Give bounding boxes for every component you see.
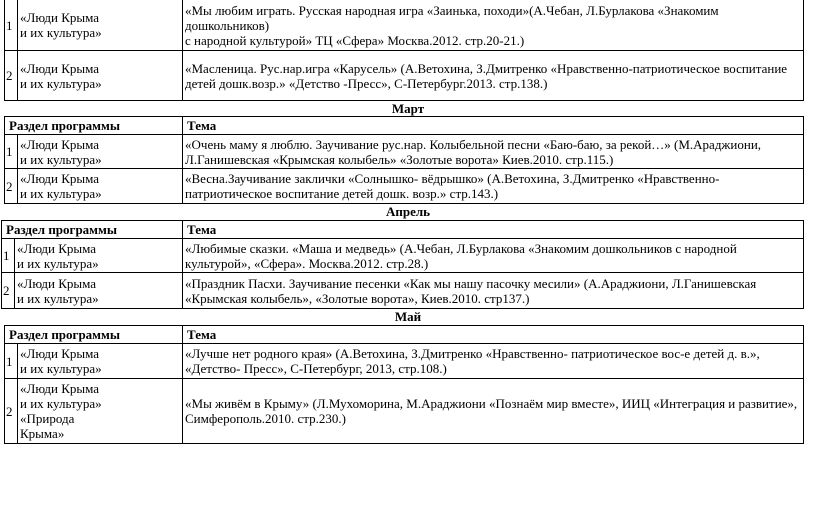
table-row [5, 379, 804, 444]
table-row [5, 135, 804, 169]
section-cell: «Люди Крыма и их культура» «Природа Крыма» [18, 379, 183, 444]
april-table [1, 220, 804, 309]
topic-cell: «Мы любим играть. Русская народная игра «Заинька, походи»(А.Чебан, Л.Бурлакова «Знакомим дошкольников) с народной культурой» ТЦ «Сфера» Москва.2012. стр.20-21.) [183, 0, 804, 51]
top-table [4, 0, 804, 101]
row-number: 1 [5, 0, 18, 51]
section-cell: «Люди Крыма и их культура» [18, 0, 183, 51]
row-number: 2 [5, 169, 18, 204]
month-title-april: Апрель [385, 204, 431, 219]
topic-cell: «Лучше нет родного края» (А.Ветохина, З.Дмитренко «Нравственно- патриотическое вос-е детей д. в.», «Детство- Пресс», С-Петербург, 2013, стр.108.) [183, 344, 804, 379]
topic-cell: «Масленица. Рус.нар.игра «Карусель» (А.Ветохина, З.Дмитренко «Нравственно-патриотическое воспитание детей дошк.возр.» «Детство -Пресс», С-Петербург.2013. стр.138.) [183, 51, 804, 101]
row-number: 2 [2, 273, 15, 309]
section-cell: «Люди Крыма и их культура» [18, 344, 183, 379]
table-row [5, 169, 804, 204]
header-row [5, 326, 804, 344]
header-topic: Тема [183, 221, 804, 239]
row-number: 2 [5, 51, 18, 101]
topic-cell: «Праздник Пасхи. Заучивание песенки «Как мы нашу пасочку месили» (А.Араджиони, Л.Ганишевская «Крымская колыбель», «Золотые ворота», Киев.2010. стр137.) [183, 273, 804, 309]
table-row [5, 0, 804, 51]
row-number: 1 [5, 135, 18, 169]
header-topic: Тема [183, 117, 804, 135]
section-cell: «Люди Крыма и их культура» [18, 169, 183, 204]
topic-cell: «Очень маму я люблю. Заучивание рус.нар. Колыбельной песни «Баю-баю, за рекой…» (М.Араджиони, Л.Ганишевская «Крымская колыбель» «Золотые ворота» Киев.2010. стр.115.) [183, 135, 804, 169]
header-row [5, 117, 804, 135]
header-section: Раздел программы [5, 326, 183, 344]
row-number: 1 [5, 344, 18, 379]
header-section: Раздел программы [2, 221, 183, 239]
march-table [4, 116, 804, 204]
may-table [4, 325, 804, 444]
table-row [2, 273, 804, 309]
row-number: 1 [2, 239, 15, 273]
section-cell: «Люди Крыма и их культура» [15, 239, 183, 273]
table-row [5, 344, 804, 379]
topic-cell: «Любимые сказки. «Маша и медведь» (А.Чебан, Л.Бурлакова «Знакомим дошкольников с народной культурой», «Сфера». Москва.2012. стр.28.) [183, 239, 804, 273]
table-row [5, 51, 804, 101]
section-cell: «Люди Крыма и их культура» [18, 51, 183, 101]
table-row [2, 239, 804, 273]
topic-cell: «Мы живём в Крыму» (Л.Мухоморина, М.Араджиони «Познаём мир вместе», ИИЦ «Интеграция и развитие», Симферополь.2010. стр.230.) [183, 379, 804, 444]
header-topic: Тема [183, 326, 804, 344]
header-row [2, 221, 804, 239]
section-cell: «Люди Крыма и их культура» [15, 273, 183, 309]
month-title-march: Март [391, 101, 425, 116]
topic-cell: «Весна.Заучивание заклички «Солнышко- вёдрышко» (А.Ветохина, З.Дмитренко «Нравственно-патриотическое воспитание детей дошк. возр.» стр.143.) [183, 169, 804, 204]
section-cell: «Люди Крыма и их культура» [18, 135, 183, 169]
month-title-may: Май [394, 309, 422, 324]
header-section: Раздел программы [5, 117, 183, 135]
row-number: 2 [5, 379, 18, 444]
